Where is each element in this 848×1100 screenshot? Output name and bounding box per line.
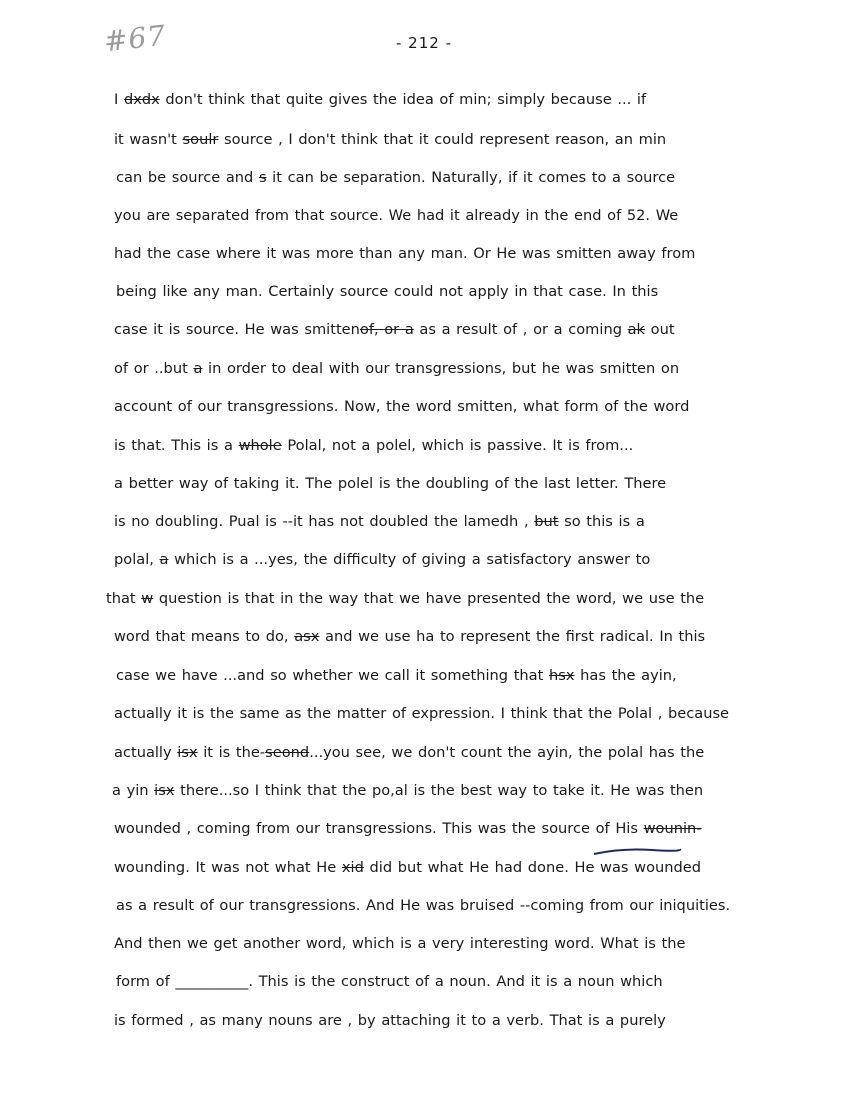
text-line-5: had the case where it was more than any man. Or He was smitten away from	[114, 245, 696, 262]
strikeout-text: wounin-	[643, 820, 702, 837]
text-line-13: polal, a which is a ...yes, the difficulty of giving a satisfactory answer to	[114, 551, 651, 568]
text-line-9: account of our transgressions. Now, the word smitten, what form of the word	[114, 398, 690, 415]
text-line-3: can be source and s it can be separation. Naturally, if it comes to a source	[116, 169, 676, 186]
strikeout-text: seond	[265, 744, 310, 761]
strikeout-text: hsx	[549, 667, 575, 684]
text-line-25: is formed , as many nouns are , by attaching it to a verb. That is a purely	[114, 1012, 666, 1029]
text-line-4: you are separated from that source. We had it already in the end of 52. We	[114, 207, 679, 224]
handwritten-underline	[592, 845, 684, 859]
text-line-15: word that means to do, asx and we use ha to represent the first radical. In this	[114, 628, 706, 645]
strikeout-text: isx	[154, 782, 175, 799]
text-line-22: as a result of our transgressions. And He was bruised --coming from our iniquities.	[116, 897, 731, 914]
text-line-1: I dxdx don't think that quite gives the idea of min; simply because ... if	[114, 91, 647, 108]
strikeout-text: but	[534, 513, 559, 530]
strikeout-text: dxdx	[123, 91, 160, 108]
text-line-16: case we have ...and so whether we call it something that hsx has the ayin,	[116, 667, 677, 684]
strikeout-text: a	[193, 360, 203, 377]
strikeout-text: ak	[627, 321, 646, 338]
text-line-18: actually isx it is the-seond...you see, we don't count the ayin, the polal has the	[114, 744, 705, 761]
strikeout-text: xid	[341, 859, 364, 876]
strikeout-text: s	[258, 169, 267, 186]
strikeout-text: soulr	[182, 131, 219, 148]
text-line-14: that w question is that in the way that we have presented the word, we use the	[106, 590, 705, 607]
strikeout-text: a	[159, 551, 169, 568]
strikeout-text: whole	[238, 437, 282, 454]
text-line-10: is that. This is a whole Polal, not a polel, which is passive. It is from...	[114, 437, 634, 454]
text-line-12: is no doubling. Pual is --it has not doubled the lamedh , but so this is a	[114, 513, 645, 530]
strikeout-text: w	[141, 590, 154, 607]
text-line-24: form of __________. This is the construct of a noun. And it is a noun which	[116, 973, 663, 990]
text-line-11: a better way of taking it. The polel is the doubling of the last letter. There	[114, 475, 667, 492]
page-number: - 212 -	[396, 34, 452, 52]
text-line-6: being like any man. Certainly source could not apply in that case. In this	[116, 283, 659, 300]
text-line-7: case it is source. He was smittenof, or a as a result of , or a coming ak out	[114, 321, 675, 338]
strikeout-text: isx	[177, 744, 198, 761]
text-line-21: wounding. It was not what He xid did but what He had done. He was wounded	[114, 859, 702, 876]
text-line-20: wounded , coming from our transgressions. This was the source of His wounin-	[114, 820, 702, 837]
text-line-23: And then we get another word, which is a very interesting word. What is the	[114, 935, 686, 952]
strikeout-text: of, or a	[359, 321, 414, 338]
text-line-8: of or ..but a in order to deal with our transgressions, but he was smitten on	[114, 360, 680, 377]
handwritten-page-mark: #67	[102, 18, 168, 59]
strikeout-text: asx	[294, 628, 320, 645]
text-line-19: a yin isx there...so I think that the po,al is the best way to take it. He was then	[112, 782, 704, 799]
text-line-17: actually it is the same as the matter of expression. I think that the Polal , because	[114, 705, 730, 722]
text-line-2: it wasn't soulr source , I don't think that it could represent reason, an min	[114, 131, 667, 148]
